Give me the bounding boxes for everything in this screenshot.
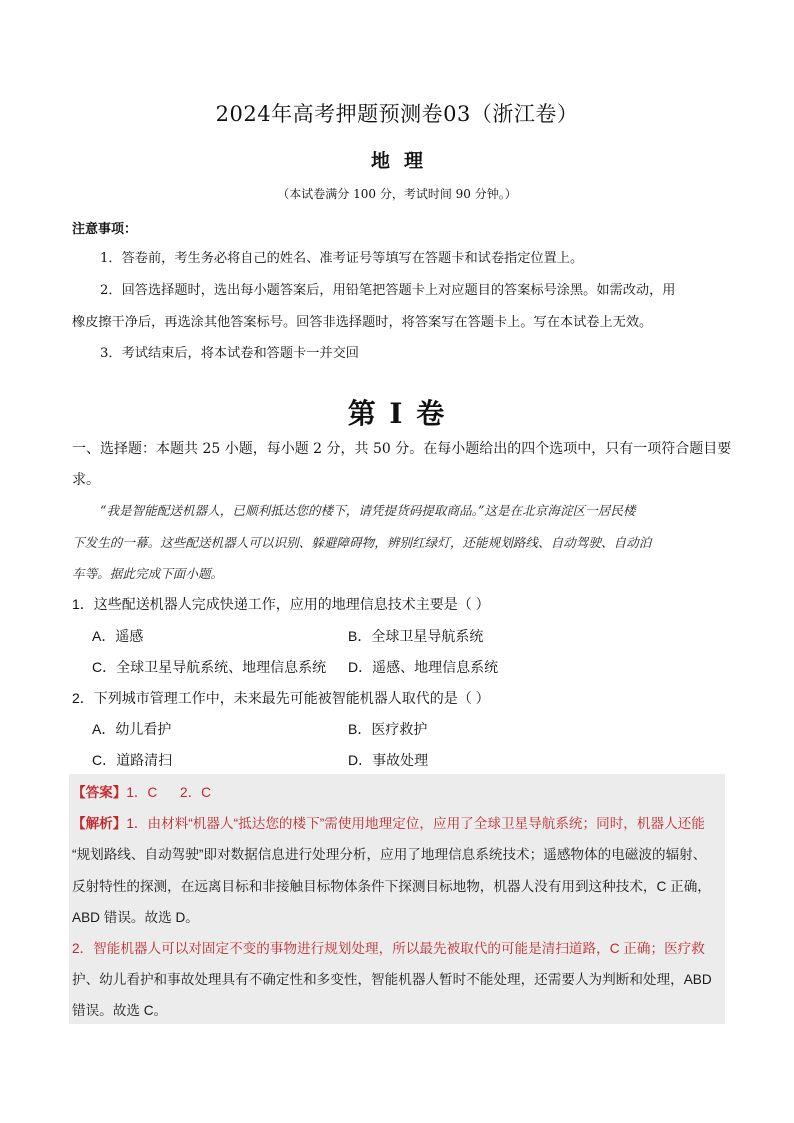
notice-heading: 注意事项： <box>72 222 138 237</box>
answer-value: 1．C 2．C <box>126 785 211 800</box>
analysis-text-1: 1．由材料“机器人“抵达您的楼下”需使用地理定位，应用了全球卫星导航系统；同时，机器人还能 <box>126 816 705 831</box>
question-2-option-b: B．医疗救护 <box>348 721 428 737</box>
volume-heading: 第 I 卷 <box>347 397 447 430</box>
answer-label: 【答案】 <box>72 785 127 800</box>
material-line-3: 车等。据此完成下面小题。 <box>72 566 224 581</box>
answer-line <box>72 781 211 801</box>
material-line-1: “我是智能配送机器人，已顺利抵达您的楼下，请凭提货码提取商品。”这是在北京海淀区一居民楼 <box>100 503 636 518</box>
question-1-option-a: A．遥感 <box>92 628 144 644</box>
section-instructions: 一、选择题：本题共 25 小题，每小题 2 分，共 50 分。在每小题给出的四个选项中，只有一项符合题目要 <box>72 441 732 457</box>
subject-title: 地理 <box>370 150 437 172</box>
analysis-line-5: 2．智能机器人可以对固定不变的事物进行规划处理，所以最先被取代的可能是清扫道路，C 正确；医疗救 <box>72 941 705 956</box>
analysis-line-6: 护、幼儿看护和事故处理具有不确定性和多变性，智能机器人暂时不能处理，还需要人为判断和处理，ABD <box>72 972 712 987</box>
question-2-option-a: A．幼儿看护 <box>92 721 172 737</box>
notice-item-2: 2．回答选择题时，选出每小题答案后，用铅笔把答题卡上对应题目的答案标号涂黑。如需改动，用 <box>100 283 676 298</box>
analysis-line-4: ABD 错误。故选 D。 <box>72 910 199 925</box>
section-instructions-cont: 求。 <box>72 472 100 488</box>
question-2-option-d: D．事故处理 <box>348 752 429 768</box>
material-line-2: 下发生的一幕。这些配送机器人可以识别、躲避障碍物，辨别红绿灯，还能规划路线、自动驾驶、自动泊 <box>72 535 652 550</box>
question-2-stem: 2．下列城市管理工作中，未来最先可能被智能机器人取代的是（ ） <box>72 690 490 706</box>
question-2-option-c: C．道路清扫 <box>92 752 173 768</box>
score-note: （本试卷满分 100 分，考试时间 90 分钟。） <box>277 187 517 201</box>
question-1-stem: 1．这些配送机器人完成快递工作，应用的地理信息技术主要是（ ） <box>72 596 490 612</box>
analysis-line-3: 反射特性的探测，在远离目标和非接触目标物体条件下探测目标地物，机器人没有用到这种技术，C 正确， <box>72 879 711 894</box>
analysis-line-1 <box>72 812 705 832</box>
question-1-option-d: D．遥感、地理信息系统 <box>348 659 499 675</box>
analysis-line-2: “规划路线、自动驾驶”即对数据信息进行处理分析，应用了地理信息系统技术；遥感物体的电磁波的辐射、 <box>72 847 707 862</box>
analysis-label: 【解析】 <box>72 816 127 831</box>
notice-item-3: 3．考试结束后，将本试卷和答题卡一并交回 <box>100 346 359 361</box>
notice-item-1: 1．答卷前，考生务必将自己的姓名、准考证号等填写在答题卡和试卷指定位置上。 <box>100 251 584 266</box>
exam-title: 2024年高考押题预测卷03（浙江卷） <box>215 102 579 126</box>
analysis-line-7: 错误。故选 C。 <box>72 1003 168 1018</box>
question-1-option-b: B．全球卫星导航系统 <box>348 628 484 644</box>
notice-item-2-cont: 橡皮擦干净后，再选涂其他答案标号。回答非选择题时，将答案写在答题卡上。写在本试卷上无效。 <box>72 315 653 330</box>
question-1-option-c: C．全球卫星导航系统、地理信息系统 <box>92 659 327 675</box>
